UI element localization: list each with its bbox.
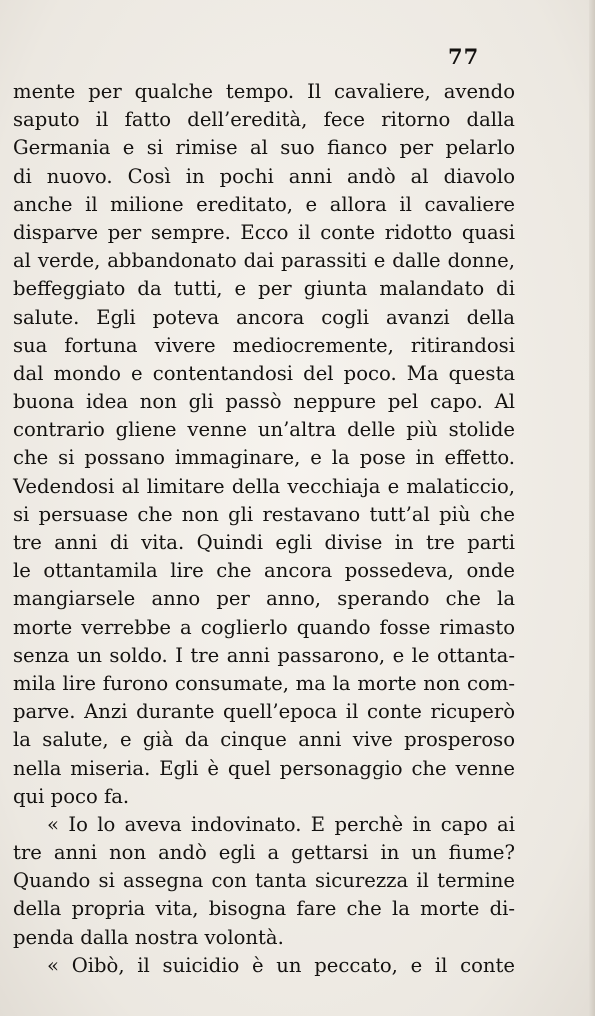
text-line: penda dalla nostra volontà. xyxy=(13,925,284,949)
text-line: parve. Anzi durante quell’epoca il conte ricuperò xyxy=(13,700,515,724)
text-line: beffeggiato da tutti, e per giunta malandato di xyxy=(13,277,515,301)
text-line: saputo il fatto dell’eredità, fece ritorno dalla xyxy=(13,108,515,132)
page-number: 77 xyxy=(448,44,480,69)
text-line: morte verrebbe a coglierlo quando fosse rimasto xyxy=(13,615,515,639)
text-line: sua fortuna vivere mediocremente, ritirandosi xyxy=(13,333,515,357)
text-line: di nuovo. Così in pochi anni andò al diavolo xyxy=(13,164,515,188)
text-line: mila lire furono consumate, ma la morte non com- xyxy=(13,671,515,695)
text-line: qui poco fa. xyxy=(13,784,130,808)
text-line: Germania e si rimise al suo fianco per pelarlo xyxy=(13,136,515,160)
text-line: la salute, e già da cinque anni vive prosperoso xyxy=(13,728,515,752)
text-line: al verde, abbandonato dai parassiti e dalle donne, xyxy=(13,249,515,273)
text-line: disparve per sempre. Ecco il conte ridotto quasi xyxy=(13,220,515,244)
text-line: si persuase che non gli restavano tutt’al più che xyxy=(13,502,515,526)
text-line: tre anni di vita. Quindi egli divise in tre parti xyxy=(13,531,515,554)
text-line: salute. Egli poteva ancora cogli avanzi della xyxy=(13,305,515,329)
text-line: tre anni non andò egli a gettarsi in un fiume? xyxy=(13,841,515,865)
text-line: anche il milione ereditato, e allora il cavaliere xyxy=(13,192,515,216)
text-line: nella miseria. Egli è quel personaggio che venne xyxy=(13,756,515,780)
page-edge-shadow xyxy=(589,0,595,1016)
body-text xyxy=(13,78,515,980)
text-line: « Oibò, il suicidio è un peccato, e il conte xyxy=(47,953,515,977)
text-line: mangiarsele anno per anno, sperando che la xyxy=(13,587,515,611)
text-line: mente per qualche tempo. Il cavaliere, avendo xyxy=(13,80,515,103)
text-line: Vedendosi al limitare della vecchiaja e malaticcio, xyxy=(13,474,515,498)
text-line: le ottantamila lire che ancora possedeva, onde xyxy=(13,559,515,583)
text-line: dal mondo e contentandosi del poco. Ma questa xyxy=(13,361,515,385)
text-line: senza un soldo. I tre anni passarono, e le ottanta- xyxy=(13,643,515,667)
text-line: contrario gliene venne un’altra delle più stolide xyxy=(13,418,515,442)
text-line: della propria vita, bisogna fare che la morte di- xyxy=(13,897,515,921)
text-line: buona idea non gli passò neppure pel capo. Al xyxy=(13,390,515,414)
text-line: « Io lo aveva indovinato. E perchè in capo ai xyxy=(47,812,515,836)
text-line: Quando si assegna con tanta sicurezza il termine xyxy=(13,869,515,893)
text-line: che si possano immaginare, e la pose in effetto. xyxy=(13,446,515,470)
